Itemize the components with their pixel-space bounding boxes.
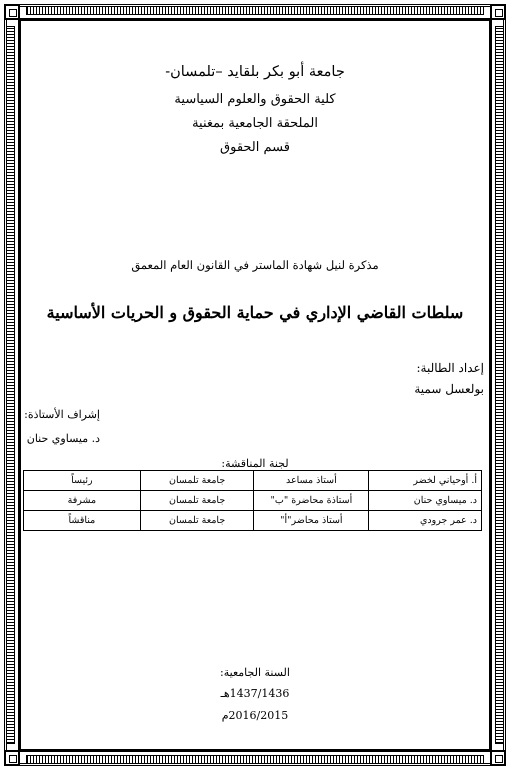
jury-member-rank: أستاذ مساعد [254, 471, 369, 491]
jury-member-university: جامعة تلمسان [140, 471, 254, 491]
annex-name: الملحقة الجامعية بمغنية [192, 116, 318, 131]
border-band-bottom [26, 755, 484, 764]
jury-member-role: رئيساً [24, 471, 141, 491]
academic-year-hijri: 1437/1436هـ [220, 687, 290, 700]
border-corner-bottom-right [490, 750, 506, 766]
preparation-label: إعداد الطالبة: [416, 361, 484, 375]
border-corner-top-right [490, 4, 506, 20]
academic-year-label: السنة الجامعية: [220, 666, 290, 679]
table-row [24, 511, 482, 531]
university-name: جامعة أبو بكر بلقايد –تلمسان- [165, 64, 345, 80]
jury-member-university: جامعة تلمسان [140, 491, 254, 511]
supervisor-name: د. ميساوي حنان [26, 432, 100, 445]
jury-member-rank: أستاذ محاضر"أ" [254, 511, 369, 531]
thesis-title: سلطات القاضي الإداري في حماية الحقوق و الحريات الأساسية [46, 303, 464, 322]
border-corner-bottom-left [4, 750, 20, 766]
jury-member-name: د. ميساوي حنان [369, 491, 482, 511]
border-corner-top-left [4, 4, 20, 20]
jury-label: لجنة المناقشة: [221, 457, 289, 470]
jury-member-role: مشرفة [24, 491, 141, 511]
jury-member-rank: أستاذة محاضرة "ب" [254, 491, 369, 511]
border-band-top [26, 6, 484, 15]
supervision-label: إشراف الأستاذة: [24, 408, 100, 421]
department-name: قسم الحقوق [220, 140, 290, 155]
jury-member-name: د. عمر جرودي [369, 511, 482, 531]
table-row [24, 471, 482, 491]
student-name: بولعسل سمية [414, 382, 484, 396]
jury-member-name: أ. أوحياني لخضر [369, 471, 482, 491]
academic-year-gregorian: 2016/2015م [221, 709, 289, 722]
faculty-name: كلية الحقوق والعلوم السياسية [174, 92, 336, 107]
jury-member-role: مناقشاً [24, 511, 141, 531]
memo-subtitle: مذكرة لنيل شهادة الماستر في القانون العام المعمق [131, 258, 379, 272]
jury-table [23, 470, 482, 531]
border-band-left [6, 26, 15, 744]
border-band-right [495, 26, 504, 744]
table-row [24, 491, 482, 511]
jury-member-university: جامعة تلمسان [140, 511, 254, 531]
